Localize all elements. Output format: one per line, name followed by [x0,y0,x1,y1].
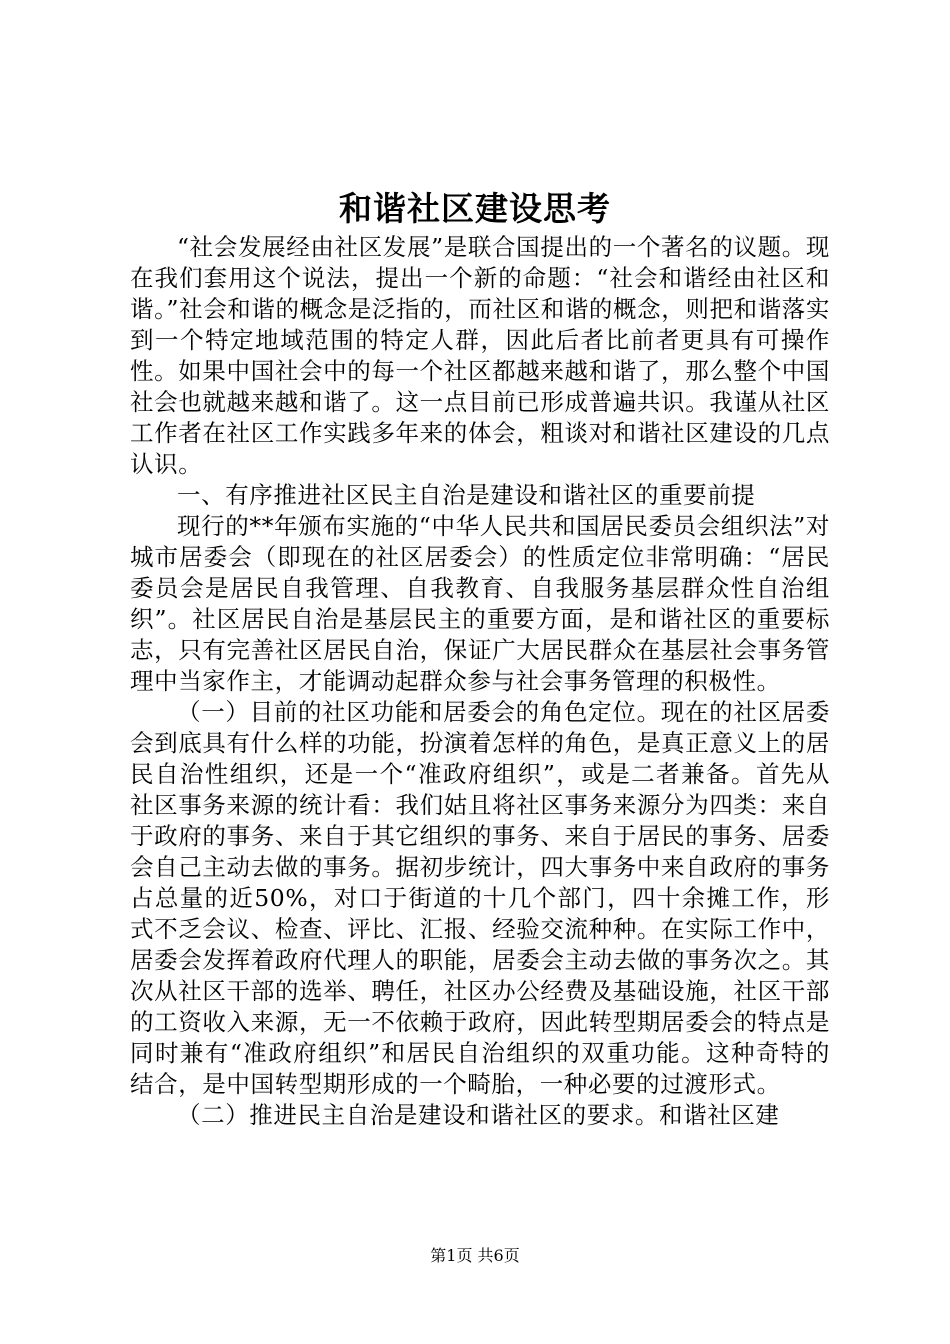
document-body [130,232,830,1131]
paragraph-intro: “社会发展经由社区发展”是联合国提出的一个著名的议题。现在我们套用这个说法，提出一个新的命题：“社会和谐经由社区和谐。”社会和谐的概念是泛指的，而社区和谐的概念，则把和谐落实到一个特定地域范围的特定人群，因此后者比前者更具有可操作性。如果中国社会中的每一个社区都越来越和谐了，那么整个中国社会也就越来越和谐了。这一点目前已形成普遍共识。我谨从社区工作者在社区工作实践多年来的体会，粗谈对和谐社区建设的几点认识。 [130,233,830,478]
document-title: 和谐社区建设思考 [339,189,611,228]
section-heading-1: 一、有序推进社区民主自治是建设和谐社区的重要前提 [177,481,756,509]
paragraph-subsection-1: （一）目前的社区功能和居委会的角色定位。现在的社区居委会到底具有什么样的功能，扮演着怎样的角色，是真正意义上的居民自治性组织，还是一个“准政府组织”，或是二者兼备。首先从社区事务来源的统计看：我们姑且将社区事务来源分为四类：来自于政府的事务、来自于其它组织的事务、来自于居民的事务、居委会自己主动去做的事务。据初步统计，四大事务中来自政府的事务占总量的近50%，对口于街道的十几个部门，四十余摊工作，形式不乏会议、检查、评比、汇报、经验交流种种。在实际工作中，居委会发挥着政府代理人的职能，居委会主动去做的事务次之。其次从社区干部的选举、聘任，社区办公经费及基础设施，社区干部的工资收入来源，无一不依赖于政府，因此转型期居委会的特点是同时兼有“准政府组织”和居民自治组织的双重功能。这种奇特的结合，是中国转型期形成的一个畸胎，一种必要的过渡形式。 [130,698,830,1098]
paragraph-subsection-2: （二）推进民主自治是建设和谐社区的要求。和谐社区建 [177,1101,780,1129]
paragraph-law: 现行的**年颁布实施的“中华人民共和国居民委员会组织法”对城市居委会（即现在的社区居委会）的性质定位非常明确：“居民委员会是居民自我管理、自我教育、自我服务基层群众性自治组织”。社区居民自治是基层民主的重要方面，是和谐社区的重要标志，只有完善社区居民自治，保证广大居民群众在基层社会事务管理中当家作主，才能调动起群众参与社会事务管理的积极性。 [130,512,830,695]
page-number-footer: 第1页 共6页 [430,1246,520,1265]
